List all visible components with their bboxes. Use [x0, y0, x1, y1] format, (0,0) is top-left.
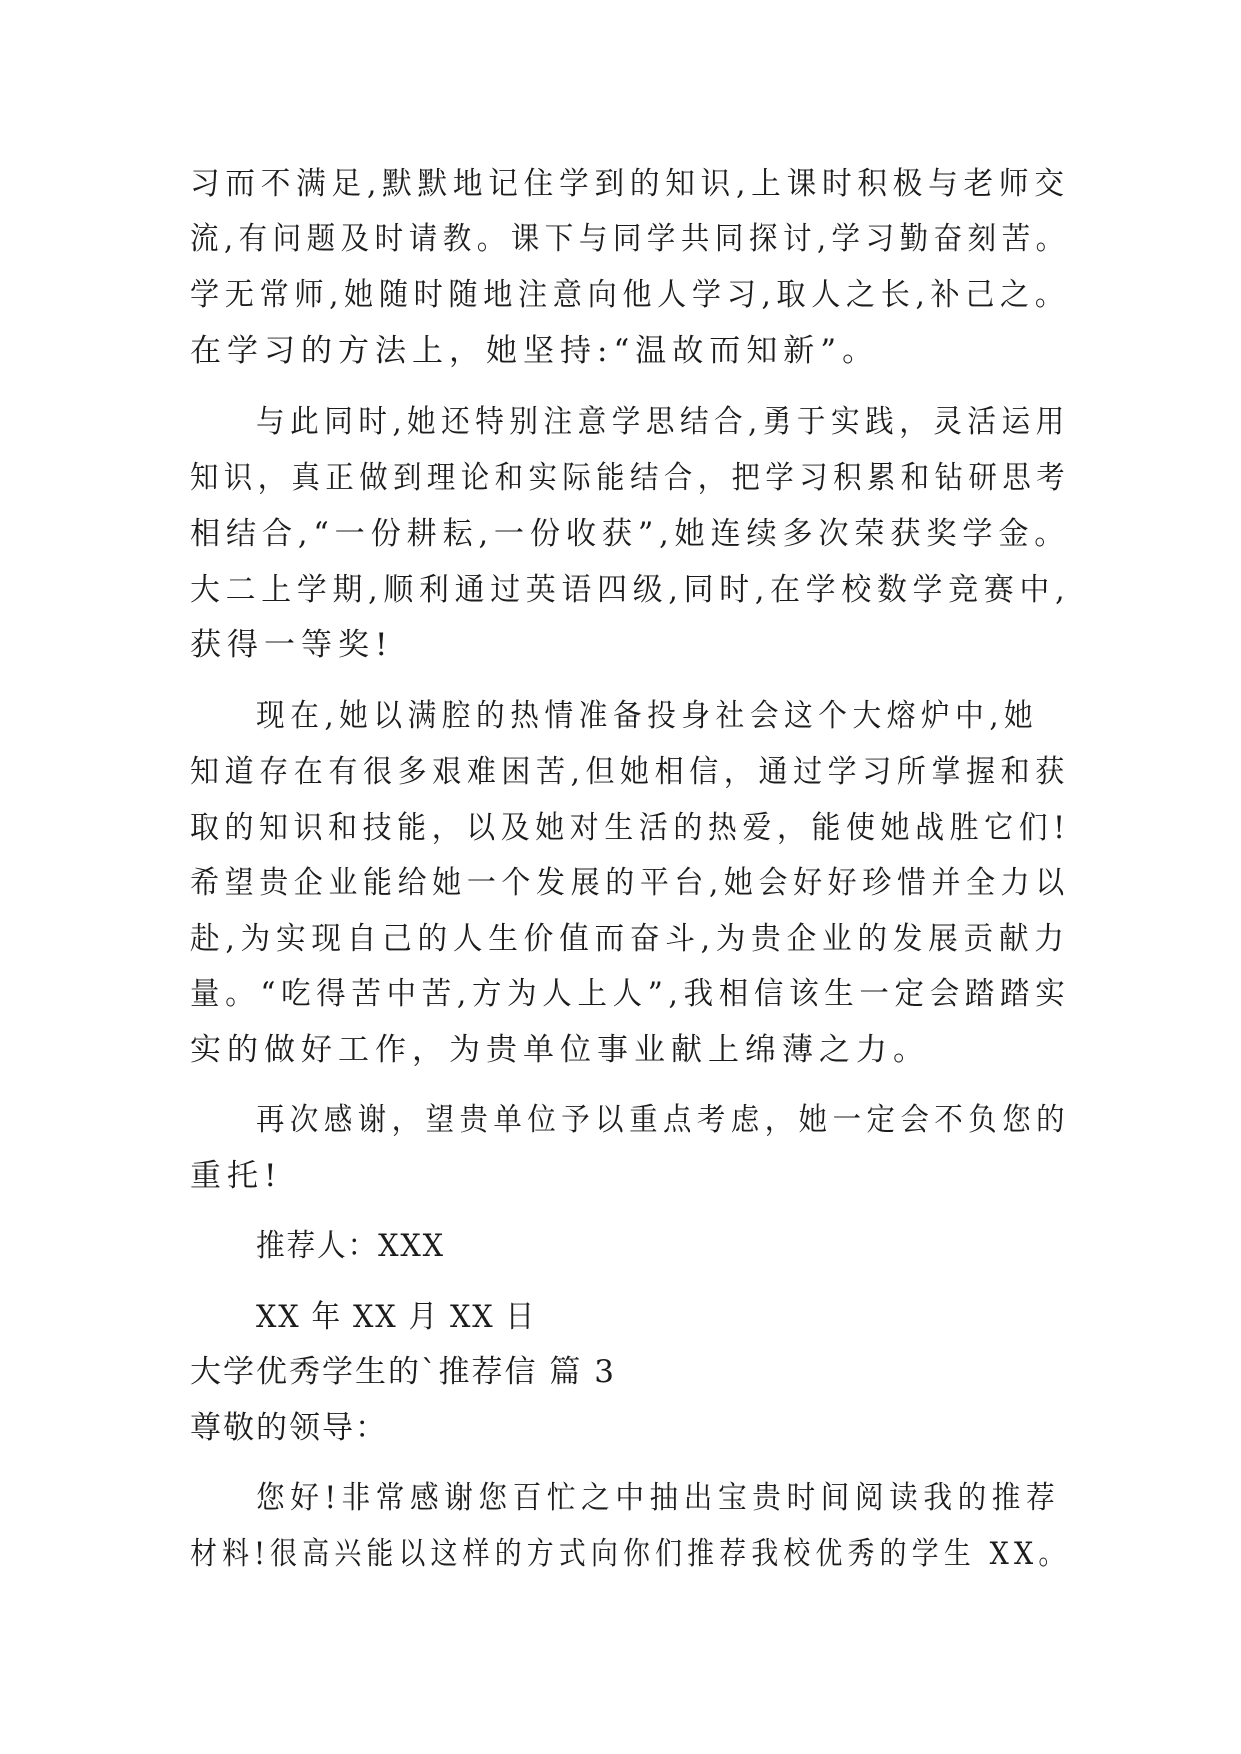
text-line: 相结合,“一份耕耘,一份收获”,她连续多次荣获奖学金。 [190, 516, 1071, 552]
signature-date: XX 年 XX 月 XX 日 [256, 1299, 536, 1335]
text-line: 流,有问题及时请教。课下与同学共同探讨,学习勤奋刻苦。 [190, 221, 1070, 257]
text-line: 取的知识和技能，以及她对生活的热爱，能使她战胜它们! [190, 810, 1071, 846]
salutation: 尊敬的领导： [190, 1410, 388, 1446]
text-line: 希望贵企业能给她一个发展的平台,她会好好珍惜并全力以 [190, 865, 1070, 901]
text-line: 知道存在有很多艰难困苦,但她相信，通过学习所掌握和获 [190, 754, 1070, 790]
text-line: 赴,为实现自己的人生价值而奋斗,为贵企业的发展贡献力 [190, 921, 1070, 957]
text-line: 现在,她以满腔的热情准备投身社会这个大熔炉中,她 [256, 698, 1039, 734]
text-line: 习而不满足,默默地记住学到的知识,上课时积极与老师交 [190, 166, 1070, 202]
text-line: 重托! [190, 1158, 283, 1194]
text-line: 与此同时,她还特别注意学思结合,勇于实践，灵活运用 [256, 404, 1070, 440]
text-line: 量。“吃得苦中苦,方为人上人”,我相信该生一定会踏踏实 [190, 976, 1071, 1012]
text-line: 知识，真正做到理论和实际能结合，把学习积累和钻研思考 [190, 460, 1071, 496]
text-line: 您好!非常感谢您百忙之中抽出宝贵时间阅读我的推荐 [256, 1480, 1061, 1516]
section-heading: 大学优秀学生的`推荐信 篇 3 [190, 1354, 616, 1390]
text-line: 获得一等奖! [190, 627, 394, 663]
text-line: 大二上学期,顺利通过英语四级,同时,在学校数学竞赛中, [190, 572, 1071, 608]
text-line: 实的做好工作，为贵单位事业献上绵薄之力。 [190, 1032, 930, 1068]
text-line: 材料!很高兴能以这样的方式向你们推荐我校优秀的学生 XX。 [190, 1536, 1071, 1572]
signature-recommender: 推荐人：XXX [256, 1228, 445, 1264]
text-line: 再次感谢，望贵单位予以重点考虑，她一定会不负您的 [256, 1102, 1071, 1138]
text-line: 学无常师,她随时随地注意向他人学习,取人之长,补己之。 [190, 277, 1070, 313]
text-line: 在学习的方法上，她坚持:“温故而知新”。 [190, 333, 880, 369]
